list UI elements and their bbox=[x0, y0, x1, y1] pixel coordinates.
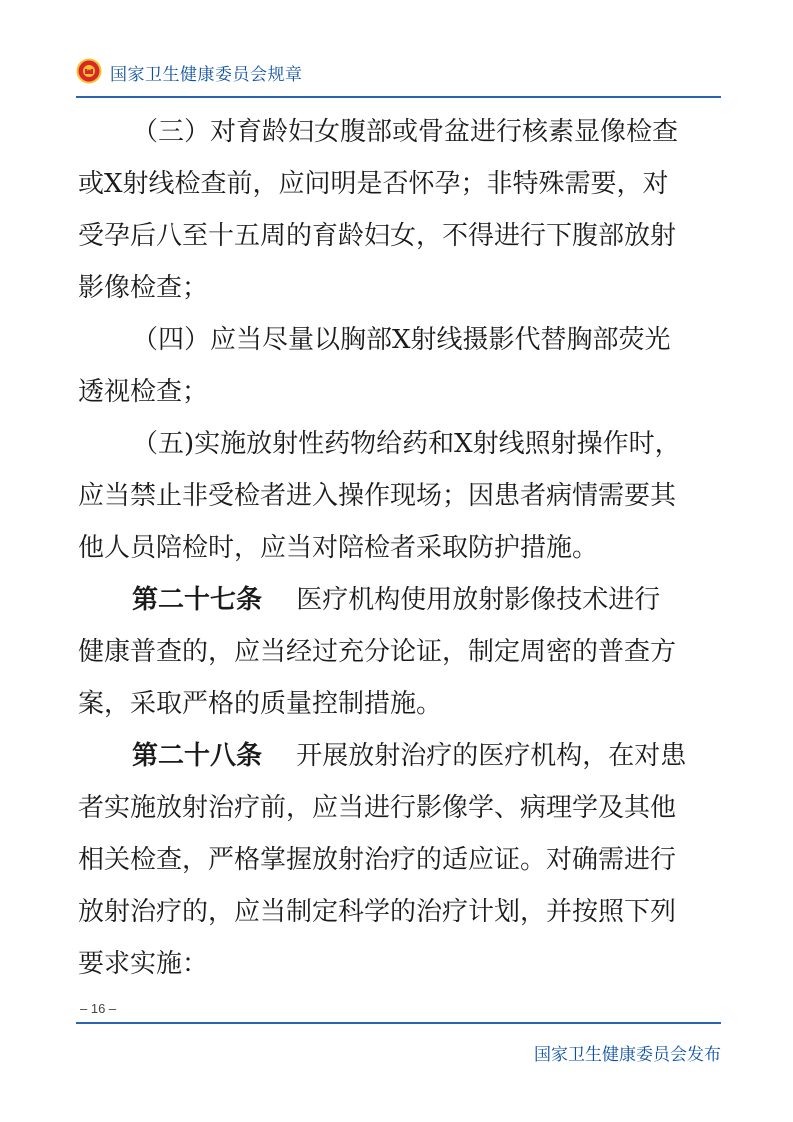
paragraph-line: 放射治疗的，应当制定科学的治疗计划，并按照下列 bbox=[78, 897, 677, 927]
paragraph-line: （四）应当尽量以胸部X射线摄影代替胸部荧光 bbox=[132, 325, 671, 355]
article-28-first-line bbox=[78, 730, 723, 782]
paragraph-line: 案，采取严格的质量控制措施。 bbox=[78, 689, 443, 719]
footer-divider bbox=[76, 1022, 721, 1024]
article-27-text: 医疗机构使用放射影像技术进行 bbox=[296, 585, 661, 615]
paragraph-line: 他人员陪检时，应当对陪检者采取防护措施。 bbox=[78, 533, 599, 563]
paragraph-line: 要求实施： bbox=[78, 949, 209, 979]
paragraph-line: 相关检查，严格掌握放射治疗的适应证。对确需进行 bbox=[78, 845, 677, 875]
paragraph-line: （三）对育龄妇女腹部或骨盆进行核素显像检查 bbox=[132, 117, 679, 147]
footer-publisher: 国家卫生健康委员会发布 bbox=[534, 1045, 721, 1065]
paragraph-line: 或X射线检查前，应问明是否怀孕；非特殊需要，对 bbox=[78, 169, 669, 199]
paragraph-line: 透视检查； bbox=[78, 377, 209, 407]
paragraph-line: 影像检查； bbox=[78, 273, 209, 303]
national-emblem-icon bbox=[76, 58, 102, 84]
paragraph-line: 者实施放射治疗前，应当进行影像学、病理学及其他 bbox=[78, 793, 677, 823]
article-28-text: 开展放射治疗的医疗机构，在对患 bbox=[296, 741, 687, 771]
page-number: – 16 – bbox=[80, 1001, 117, 1016]
header-divider bbox=[76, 96, 721, 98]
paragraph-line: 健康普查的，应当经过充分论证，制定周密的普查方 bbox=[78, 637, 677, 667]
article-27-first-line bbox=[78, 574, 723, 626]
page-header bbox=[76, 58, 721, 88]
paragraph-line: 应当禁止非受检者进入操作现场；因患者病情需要其 bbox=[78, 481, 677, 511]
article-27-number: 第二十七条 bbox=[132, 585, 263, 615]
article-28-number: 第二十八条 bbox=[132, 741, 263, 771]
paragraph-line: （五)实施放射性药物给药和X射线照射操作时， bbox=[132, 429, 681, 459]
header-title: 国家卫生健康委员会规章 bbox=[110, 65, 303, 85]
paragraph-line: 受孕后八至十五周的育龄妇女，不得进行下腹部放射 bbox=[78, 221, 677, 251]
document-body bbox=[78, 106, 723, 990]
